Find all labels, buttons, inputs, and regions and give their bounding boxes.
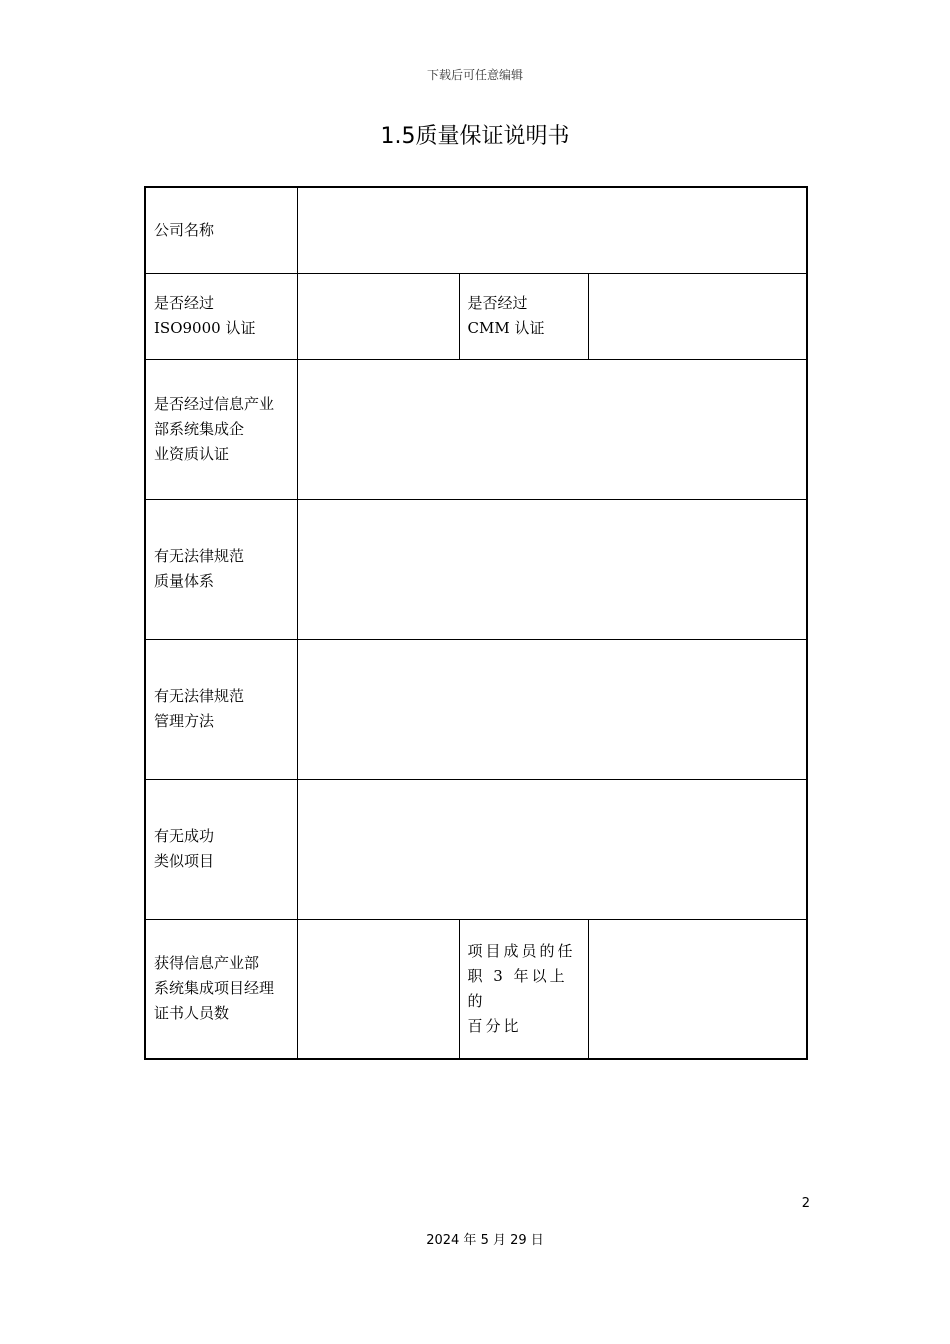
row-miit-certification (145, 359, 807, 499)
row-company-name (145, 187, 807, 273)
page-header: 下载后可任意编辑 (426, 68, 523, 82)
member-ratio-field[interactable] (588, 919, 807, 1059)
row-personnel (145, 919, 807, 1059)
row-quality-system (145, 499, 807, 639)
iso-field[interactable] (297, 273, 459, 359)
company-name-field[interactable] (297, 187, 807, 273)
mgmt-method-field[interactable] (297, 639, 807, 779)
row-similar-projects (145, 779, 807, 919)
iso-label: 是否经过 ISO9000 认证 (145, 273, 297, 359)
quality-system-field[interactable] (297, 499, 807, 639)
cmm-field[interactable] (588, 273, 807, 359)
footer-date: 2024 年 5 月 29 日 (426, 1233, 544, 1248)
mgmt-method-label: 有无法律规范 管理方法 (145, 639, 297, 779)
pm-cert-count-field[interactable] (297, 919, 459, 1059)
cmm-label: 是否经过 CMM 认证 (459, 273, 588, 359)
member-ratio-label: 项目成员的任 职 3 年以上的 百分比 (459, 919, 588, 1059)
row-management-method (145, 639, 807, 779)
page-number: 2 (801, 1196, 810, 1211)
similar-projects-field[interactable] (297, 779, 807, 919)
company-name-label: 公司名称 (145, 187, 297, 273)
quality-system-label: 有无法律规范 质量体系 (145, 499, 297, 639)
miit-cert-field[interactable] (297, 359, 807, 499)
similar-projects-label: 有无成功 类似项目 (145, 779, 297, 919)
quality-assurance-form (144, 186, 808, 1060)
miit-cert-label: 是否经过信息产业 部系统集成企 业资质认证 (145, 359, 297, 499)
document-title: 1.5质量保证说明书 (380, 124, 570, 149)
pm-cert-count-label: 获得信息产业部 系统集成项目经理 证书人员数 (145, 919, 297, 1059)
row-certifications (145, 273, 807, 359)
